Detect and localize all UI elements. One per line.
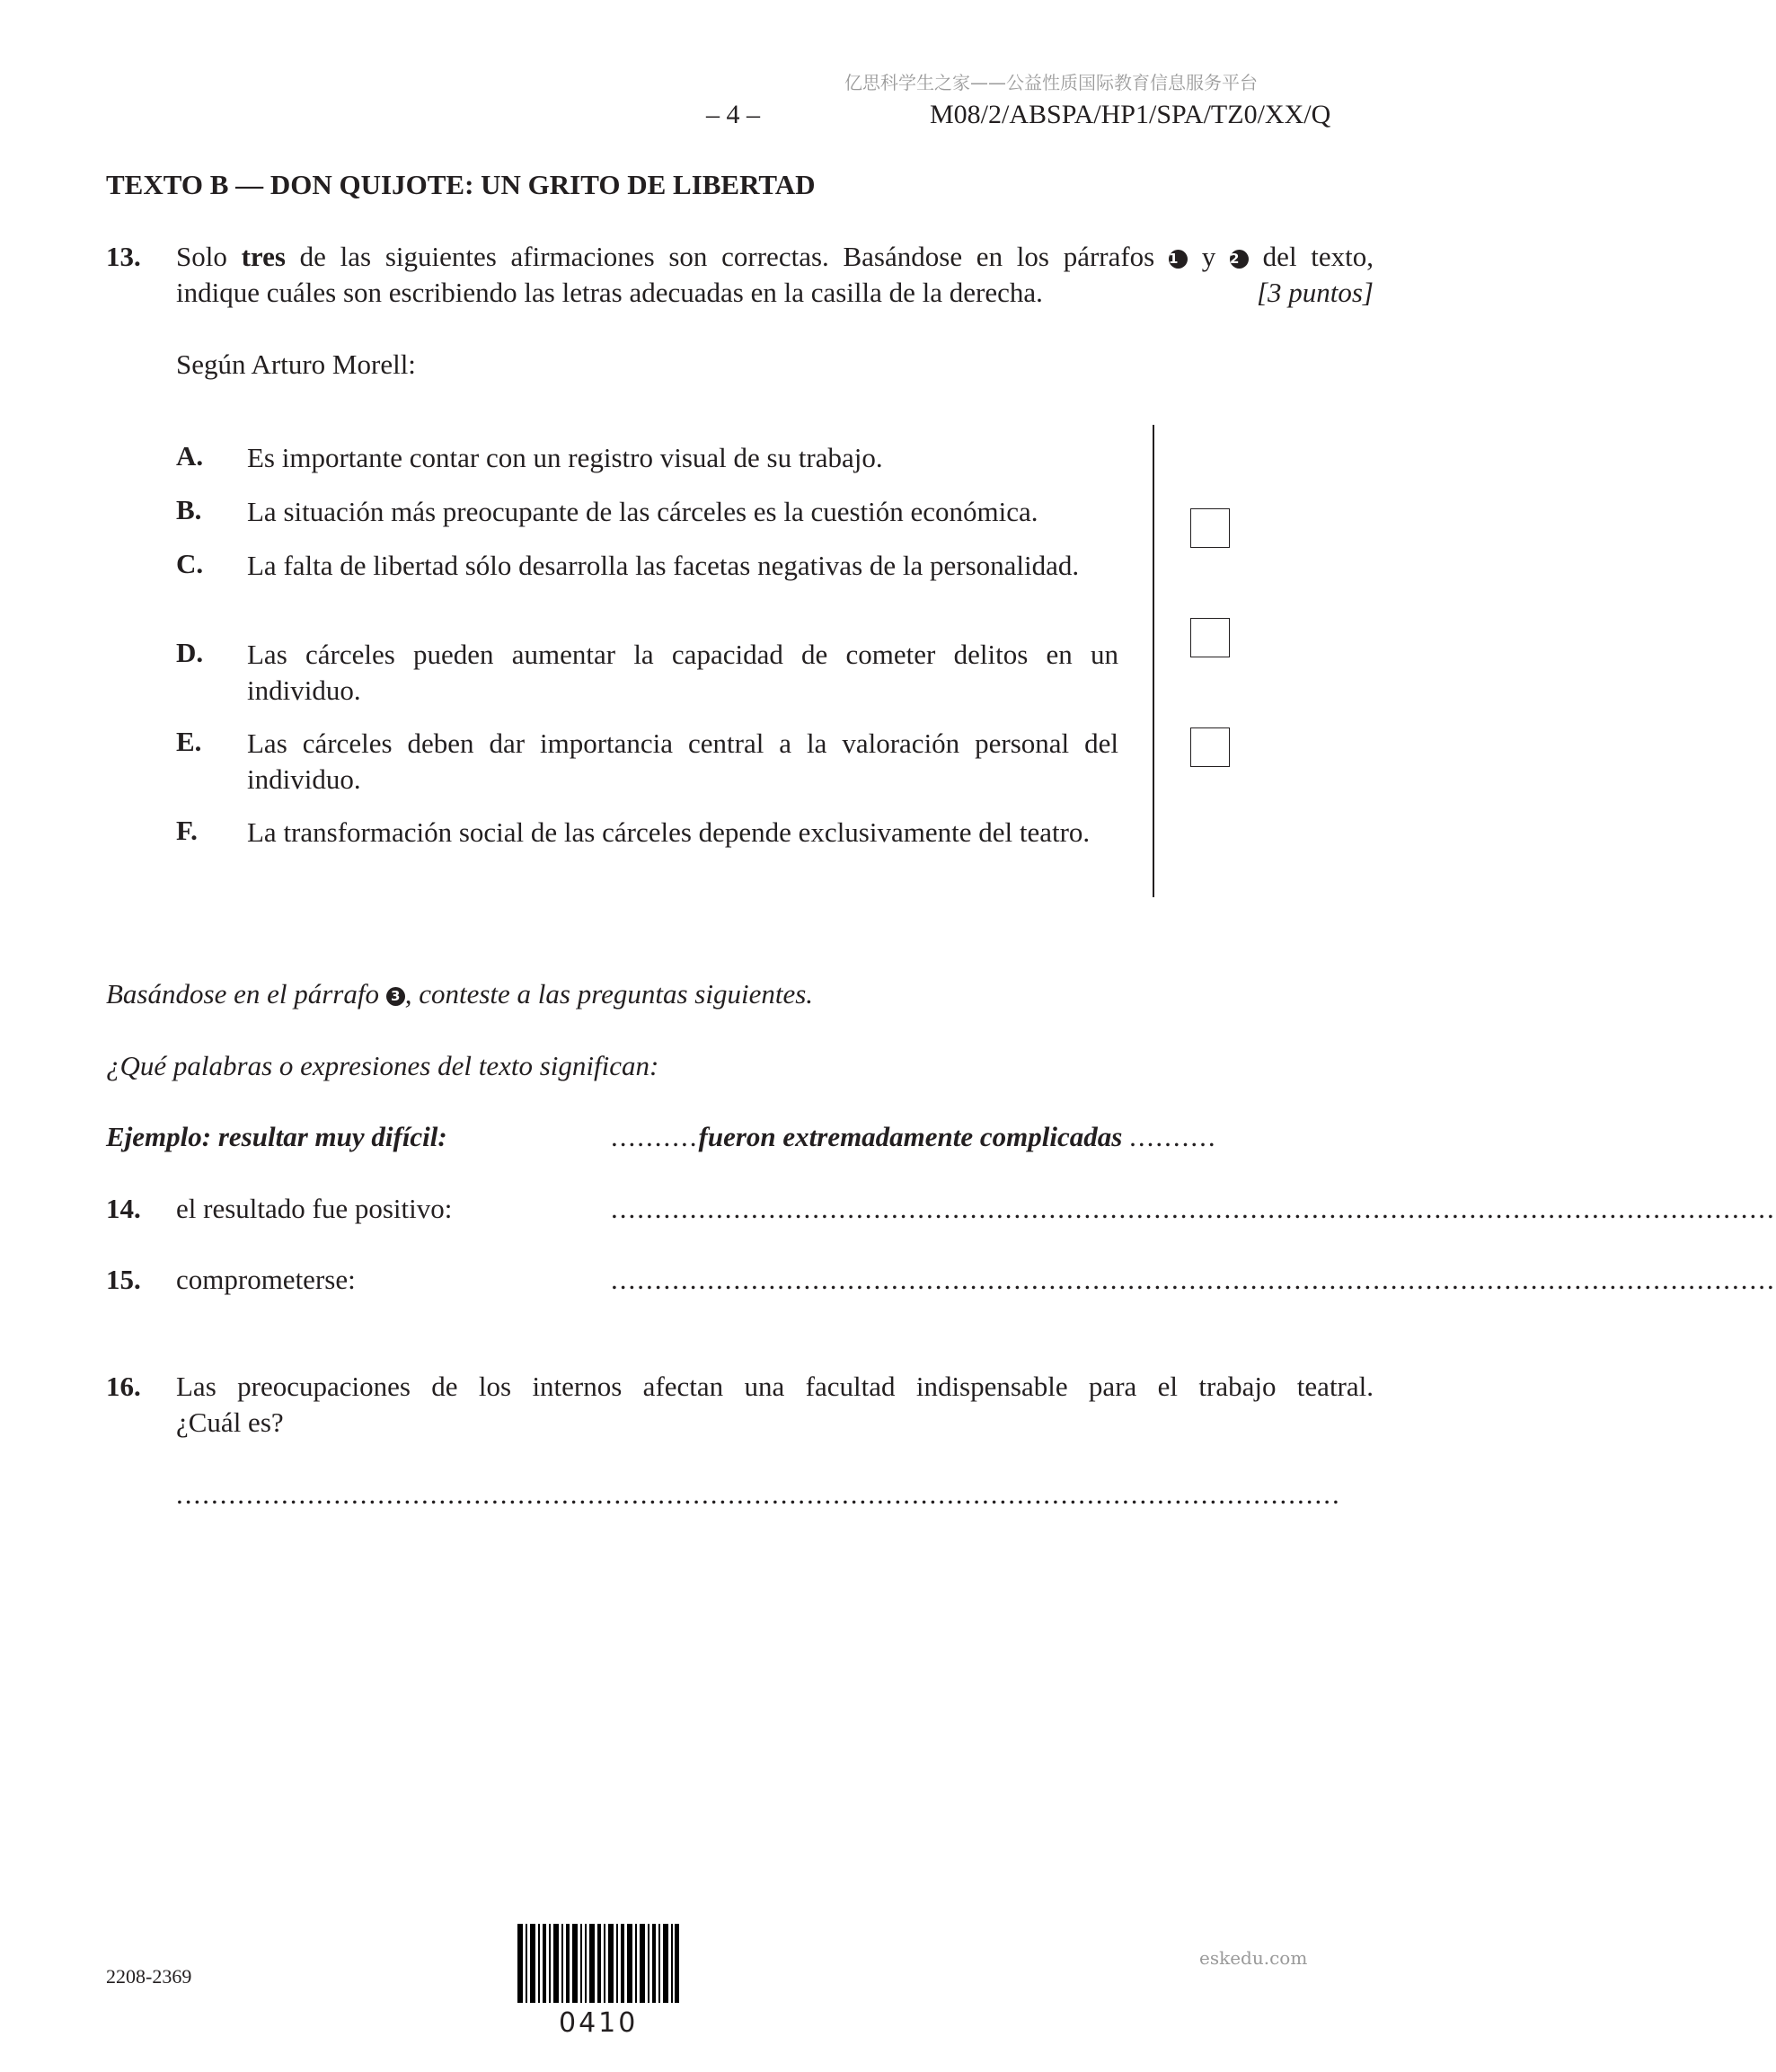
header-watermark: 亿思科学生之家——公益性质国际教育信息服务平台 <box>844 72 1258 93</box>
example-label: Ejemplo: resultar muy difícil: <box>106 1121 447 1152</box>
footer-code: 2208-2369 <box>106 1965 192 1988</box>
option-text: La transformación social de las cárceles depende exclusivamente del teatro. <box>247 816 1091 848</box>
answer-box-2[interactable] <box>1190 618 1230 657</box>
answer-box-1[interactable] <box>1190 508 1230 548</box>
q14-answer-line[interactable]: ..................................................................................................................................... <box>611 1193 1776 1224</box>
option-letter: A. <box>176 440 204 472</box>
barcode-icon <box>517 1924 679 2003</box>
q13-intro: Según Arturo Morell: <box>176 348 416 380</box>
paragraph-2-icon: 2 <box>1230 250 1249 269</box>
q13-bold-word: tres <box>241 241 286 272</box>
document-code: M08/2/ABSPA/HP1/SPA/TZ0/XX/Q <box>930 100 1331 129</box>
option-letter: E. <box>176 726 202 757</box>
section-title: TEXTO B — DON QUIJOTE: UN GRITO DE LIBERTAD <box>106 169 816 200</box>
vocab-question: ¿Qué palabras o expresiones del texto significan: <box>106 1050 659 1081</box>
option-letter: F. <box>176 815 198 846</box>
barcode-number: 0410 <box>559 2007 639 2039</box>
q14-label: el resultado fue positivo: <box>176 1193 453 1224</box>
answer-column-divider <box>1153 425 1154 897</box>
option-letter: B. <box>176 494 202 525</box>
option-letter: D. <box>176 637 204 668</box>
q15-answer-line[interactable]: ..................................................................................................................................... <box>611 1264 1776 1295</box>
q14-number: 14. <box>106 1193 141 1224</box>
paragraph-1-icon: 1 <box>1169 250 1188 269</box>
footer-watermark: eskedu.com <box>1199 1947 1308 1969</box>
q16-number: 16. <box>106 1371 141 1402</box>
q16-line1: Las preocupaciones de los internos afectan una facultad indispensable para el trabajo teatral. <box>176 1371 1374 1402</box>
option-text: La situación más preocupante de las cárceles es la cuestión económica. <box>247 496 1038 527</box>
example-answer-line: ..........fueron extremadamente complicadas .......... <box>611 1121 1217 1152</box>
q16-answer-line[interactable]: ..................................................................................................................................... <box>176 1478 1341 1510</box>
q15-label: comprometerse: <box>176 1264 356 1295</box>
option-text: La falta de libertad sólo desarrolla las facetas negativas de la personalidad. <box>247 550 1080 581</box>
q13-number: 13. <box>106 241 141 272</box>
page-number: – 4 – <box>706 100 760 129</box>
option-text: Las cárceles pueden aumentar la capacidad de cometer delitos en un individuo. <box>247 639 1118 706</box>
option-letter: C. <box>176 548 204 579</box>
answer-box-3[interactable] <box>1190 727 1230 767</box>
paragraph-3-icon: 3 <box>386 987 405 1006</box>
option-text: Las cárceles deben dar importancia central a la valoración personal del individuo. <box>247 727 1118 795</box>
q15-number: 15. <box>106 1264 141 1295</box>
option-text: Es importante contar con un registro visual de su trabajo. <box>247 442 883 473</box>
example-answer: fueron extremadamente complicadas <box>698 1121 1123 1152</box>
q16-line2: ¿Cuál es? <box>176 1406 284 1438</box>
q13-instruction-line2: indique cuáles son escribiendo las letras adecuadas en la casilla de la derecha. <box>176 277 1043 308</box>
q13-points: [3 puntos] <box>1256 277 1374 308</box>
q13-instruction-line1: Solo tres de las siguientes afirmaciones son correctas. Basándose en los párrafos 1 y 2 del texto, <box>176 241 1374 272</box>
paragraph-3-instruction: Basándose en el párrafo 3 , conteste a las preguntas siguientes. <box>106 978 814 1010</box>
